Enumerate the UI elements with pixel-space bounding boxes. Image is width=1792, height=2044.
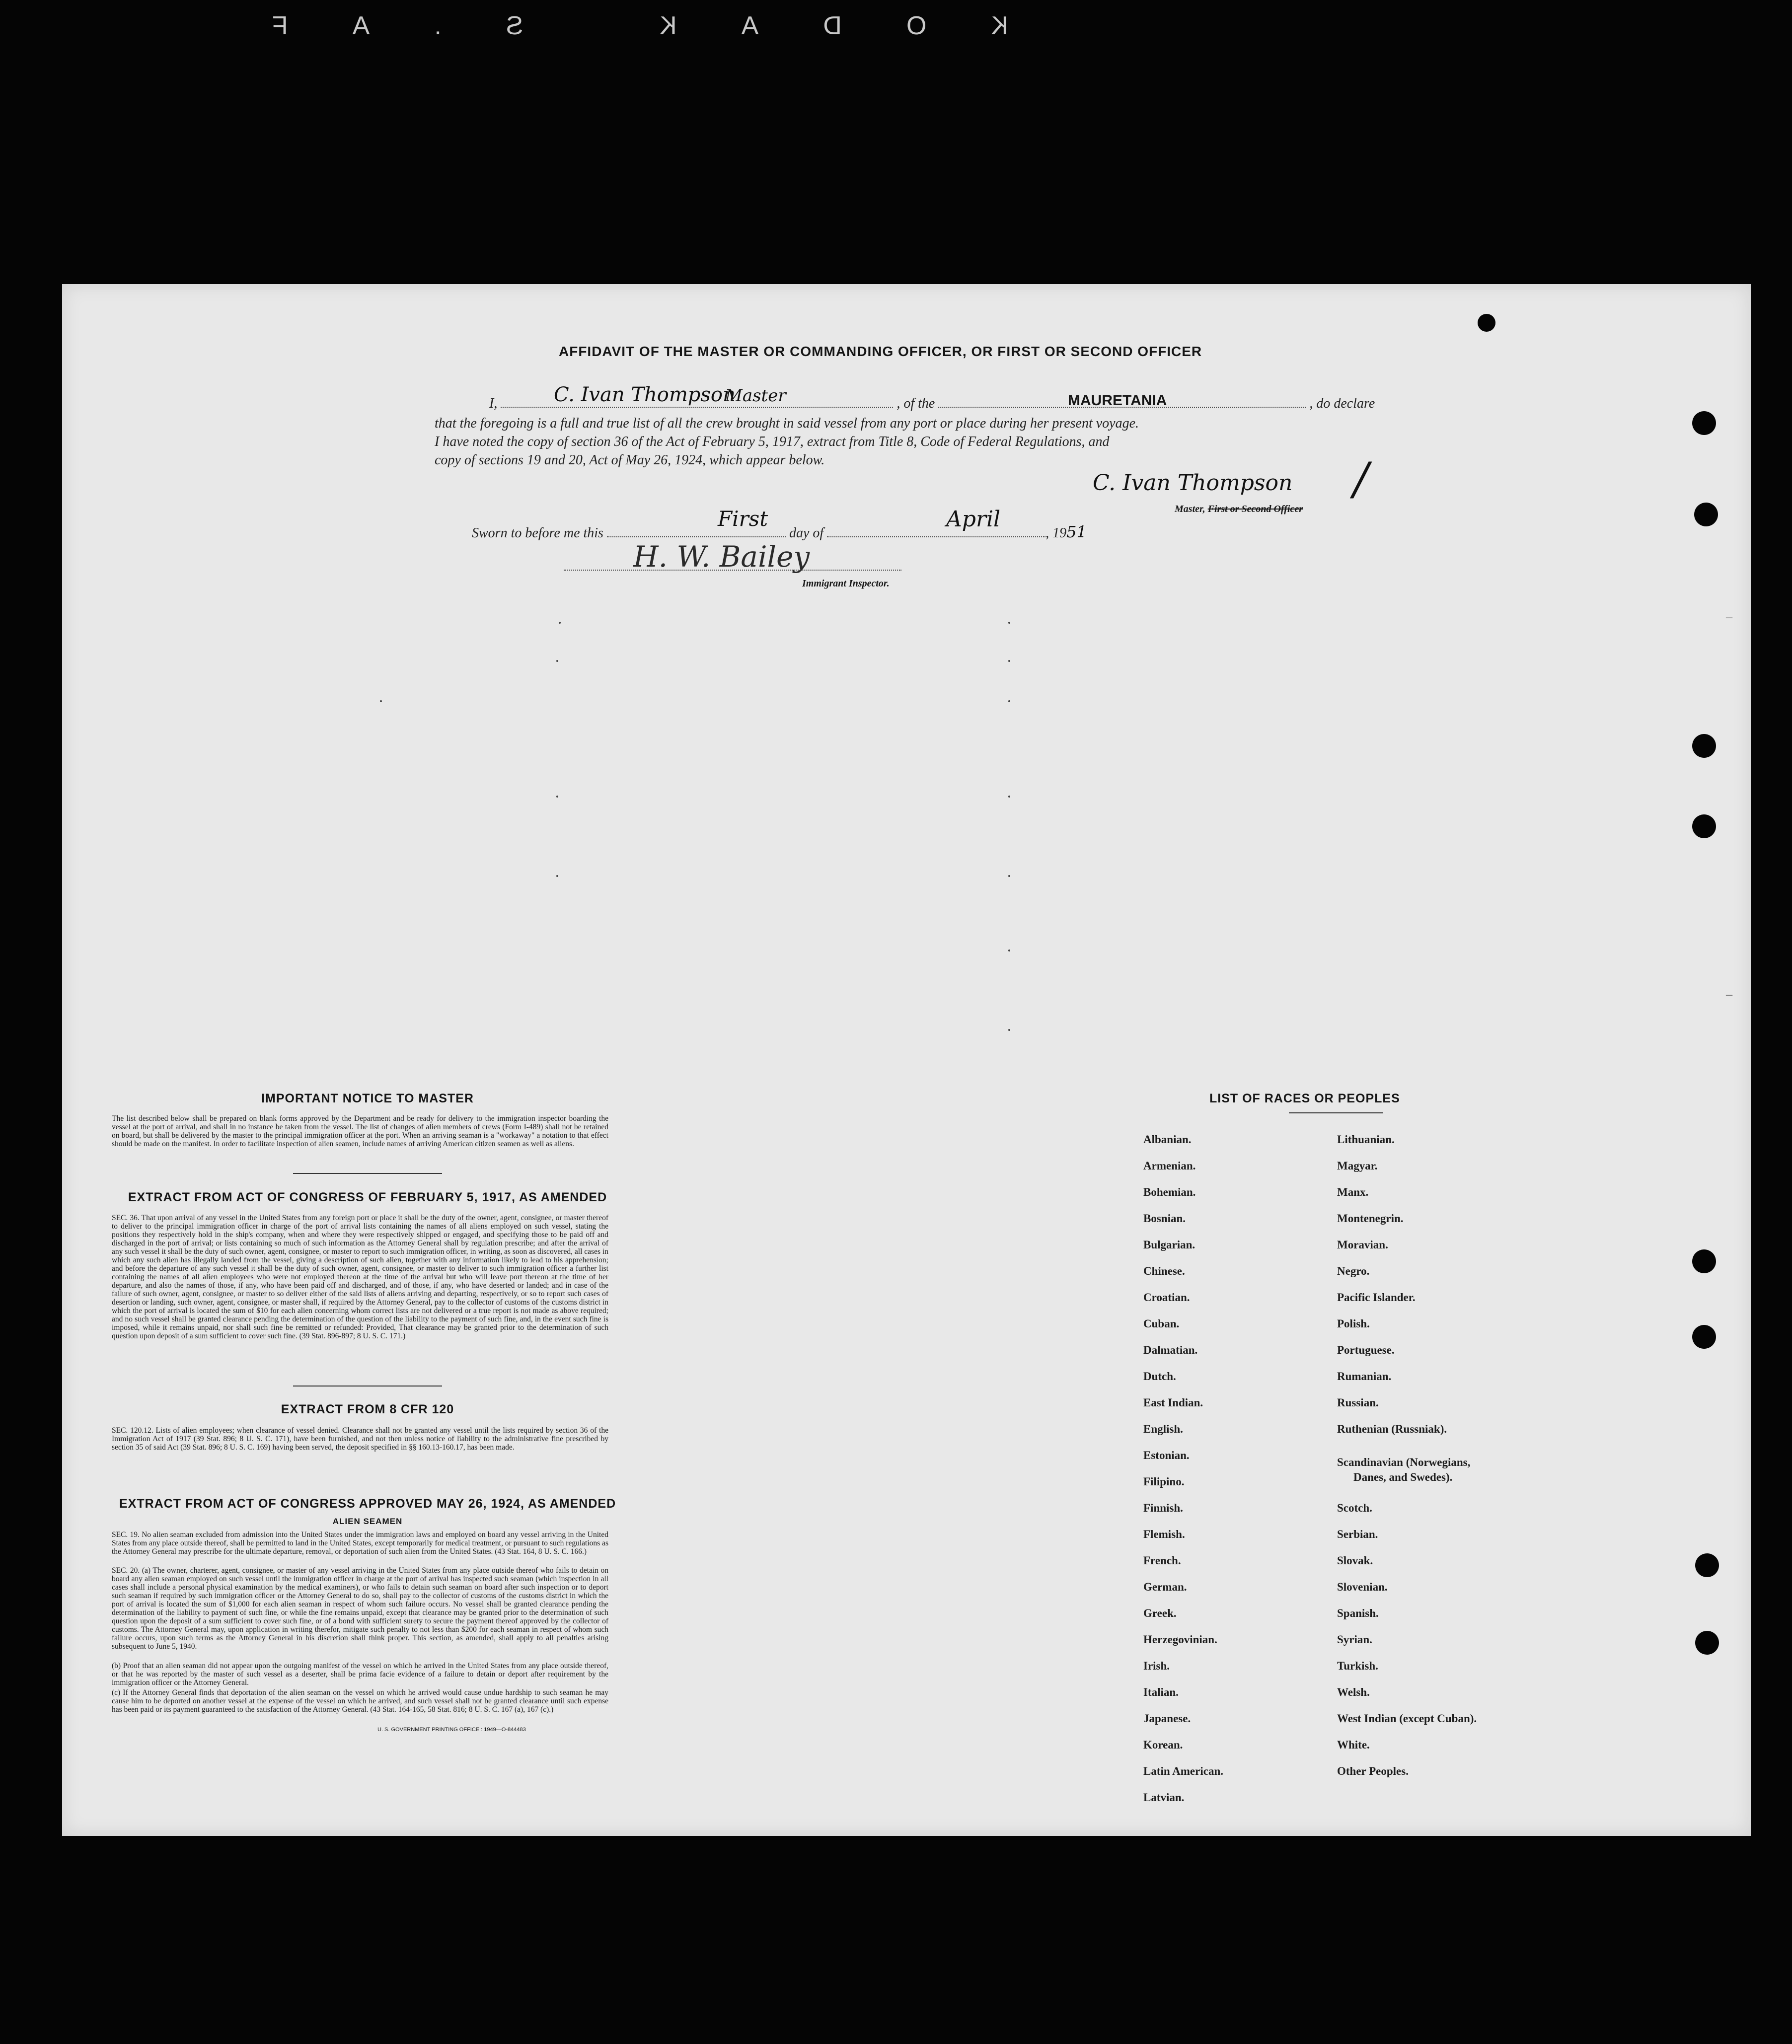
race-item: Turkish.	[1337, 1660, 1378, 1672]
vessel-name: MAURETANIA	[1068, 392, 1167, 409]
race-item: Scotch.	[1337, 1502, 1372, 1514]
divider-rule	[293, 1173, 442, 1174]
race-item: Italian.	[1143, 1686, 1179, 1698]
race-item: Moravian.	[1337, 1239, 1388, 1251]
affidavit-title: AFFIDAVIT OF THE MASTER OR COMMANDING OFFICER, OR FIRST OR SECOND OFFICER	[559, 344, 1202, 359]
punch-hole-3	[1694, 503, 1718, 526]
race-item: Filipino.	[1143, 1475, 1185, 1488]
race-item: Welsh.	[1337, 1686, 1370, 1698]
affidavit-line-2: that the foregoing is a full and true list of all the crew brought in said vessel from any port or place during her present voyage.	[435, 416, 1139, 431]
punch-hole-2	[1692, 411, 1716, 435]
sworn-prefix: Sworn to before me this	[472, 525, 603, 541]
race-item: West Indian (except Cuban).	[1337, 1712, 1477, 1725]
race-item: Pacific Islander.	[1337, 1291, 1416, 1304]
race-item: Bosnian.	[1143, 1212, 1186, 1225]
race-item: Latin American.	[1143, 1765, 1223, 1777]
race-item: East Indian.	[1143, 1396, 1203, 1409]
affidavit-line-4: copy of sections 19 and 20, Act of May 26, 1924, which appear below.	[435, 452, 825, 468]
extract-1924-sec20b: (b) Proof that an alien seaman did not appear upon the outgoing manifest of the vessel on which he arrived in the United States from any place outside thereof, or that he was reported by the master of such vessel as a deserter, shall be prima facie evidence of a failure to detain or deport after requirement by the immigration officer or the Attorney General.	[112, 1662, 608, 1687]
sworn-line: Sworn to before me this day of , 1951	[472, 522, 1087, 541]
race-item: Greek.	[1143, 1607, 1177, 1619]
race-item: Bulgarian.	[1143, 1239, 1195, 1251]
notice-body: The list described below shall be prepared on blank forms approved by the Department and be ready for delivery to the immigration inspector boarding the vessel at the port of arrival, and shall in no instance be taken from the vessel. The list of changes of alien members of crews (Form I-489) shall not be retained on board, but shall be delivered by the master to the principal immigration officer at the port. When an arriving seaman is a "workaway" a notation to that effect should be made on the manifest. In order to facilitate inspection of alien seamen, include names of arriving American citizen seamen as well as aliens.	[112, 1114, 608, 1148]
punch-hole-9	[1695, 1631, 1719, 1655]
bleed-dot	[1008, 1029, 1010, 1031]
race-item: Ruthenian (Russniak).	[1337, 1423, 1447, 1435]
race-item: Manx.	[1337, 1186, 1369, 1198]
race-item: French.	[1143, 1554, 1181, 1567]
race-item: Danes, and Swedes).	[1353, 1471, 1453, 1483]
race-item: Korean.	[1143, 1739, 1183, 1751]
race-item: Albanian.	[1143, 1133, 1192, 1146]
bleed-dot	[1008, 700, 1010, 702]
race-item: German.	[1143, 1581, 1187, 1593]
signature-checkmark: /	[1353, 453, 1369, 505]
bleed-through-mark: —	[1726, 612, 1733, 624]
day-of-text: day of	[789, 525, 824, 541]
extract-cfr-title: EXTRACT FROM 8 CFR 120	[281, 1402, 454, 1416]
bleed-dot	[1008, 796, 1010, 798]
extract-1924-sec19: SEC. 19. No alien seaman excluded from admission into the United States under the immigration laws and employed on board any vessel arriving in the United States from any place outside thereof, shall be permitted to land in the United States, except temporarily for medical treatment, or pursuant to such regulations as the Attorney General may prescribe for the ultimate departure, removal, or deportation of such alien from the United States. (43 Stat. 164, 8 U. S. C. 166.)	[112, 1531, 608, 1556]
struck-officer-caption: First or Second Officer	[1207, 504, 1303, 514]
punch-hole-4	[1692, 734, 1716, 758]
extract-1924-title: EXTRACT FROM ACT OF CONGRESS APPROVED MAY 26, 1924, AS AMENDED	[119, 1497, 616, 1511]
race-item: Slovak.	[1337, 1554, 1373, 1567]
punch-hole-1	[1478, 314, 1495, 332]
printer-line: U. S. GOVERNMENT PRINTING OFFICE : 1949—O-844483	[377, 1727, 526, 1733]
race-item: Japanese.	[1143, 1712, 1191, 1725]
sworn-month-handwritten: April	[946, 507, 1001, 532]
signer-rank-handwritten: Master	[725, 386, 786, 406]
sworn-day-handwritten: First	[718, 507, 768, 531]
punch-hole-7	[1692, 1325, 1716, 1349]
race-item: Negro.	[1337, 1265, 1370, 1277]
race-item: Russian.	[1337, 1396, 1379, 1409]
line1-prefix: I,	[489, 396, 498, 411]
race-item: Syrian.	[1337, 1633, 1372, 1646]
bleed-dot	[556, 660, 558, 662]
race-item: Latvian.	[1143, 1791, 1185, 1804]
of-the-text: , of the	[896, 396, 935, 411]
race-item: English.	[1143, 1423, 1183, 1435]
divider-rule	[293, 1386, 442, 1387]
manifest-sheet	[62, 284, 1751, 1836]
race-item: Herzegovinian.	[1143, 1633, 1217, 1646]
races-title: LIST OF RACES OR PEOPLES	[1209, 1092, 1400, 1105]
signer-name-handwritten: C. Ivan Thompson	[554, 383, 736, 406]
bleed-dot	[380, 700, 382, 702]
bleed-dot	[556, 875, 558, 877]
race-item: Finnish.	[1143, 1502, 1183, 1514]
race-item: Scandinavian (Norwegians,	[1337, 1456, 1471, 1468]
race-item: Polish.	[1337, 1317, 1370, 1330]
race-item: Chinese.	[1143, 1265, 1185, 1277]
punch-hole-5	[1692, 814, 1716, 838]
punch-hole-6	[1692, 1249, 1716, 1273]
race-item: Slovenian.	[1337, 1581, 1388, 1593]
alien-seamen-subtitle: ALIEN SEAMEN	[332, 1517, 403, 1526]
extract-1924-sec20c: (c) If the Attorney General finds that deportation of the alien seaman on the vessel on which he arrived would cause undue hardship to such seaman he may cause him to be deported on another vessel at the expense of the vessel on which he arrived, and such vessel shall not be granted clearance until such expense has been paid or its payment guaranteed to the satisfaction of the Attorney General. (43 Stat. 164-165, 58 Stat. 816; 8 U. S. C. 167 (a), 167 (c).)	[112, 1688, 608, 1714]
extract-1917-title: EXTRACT FROM ACT OF CONGRESS OF FEBRUARY 5, 1917, AS AMENDED	[128, 1190, 607, 1204]
master-signature: C. Ivan Thompson	[1093, 470, 1293, 496]
bleed-dot	[556, 796, 558, 798]
race-item: Serbian.	[1337, 1528, 1378, 1540]
extract-cfr-body: SEC. 120.12. Lists of alien employees; when clearance of vessel denied. Clearance shall not be granted any vessel until the lists required by section 36 of the Immigration Act of 1917 (39 Stat. 896; 8 U. S. C. 171), have been furnished, and not then unless notice of liability to the administrative fine prescribed by section 35 of said Act (39 Stat. 896; 8 U. S. C. 169) having been served, the deposit specified in §§ 160.13-160.17, has been made.	[112, 1426, 608, 1452]
bleed-dot	[1008, 949, 1010, 951]
race-item: Spanish.	[1337, 1607, 1379, 1619]
race-item: Croatian.	[1143, 1291, 1190, 1304]
inspector-signature: H. W. Bailey	[633, 540, 810, 574]
do-declare-text: , do declare	[1309, 396, 1375, 411]
race-item: Irish.	[1143, 1660, 1170, 1672]
race-item: Magyar.	[1337, 1160, 1378, 1172]
bleed-dot	[1008, 622, 1010, 624]
affidavit-line-3: I have noted the copy of section 36 of the Act of February 5, 1917, extract from Title 8, Code of Federal Regulations, and	[435, 434, 1110, 449]
race-item: Dutch.	[1143, 1370, 1176, 1383]
film-edge-label: KODAK S.AF	[207, 11, 1008, 40]
race-item: Lithuanian.	[1337, 1133, 1395, 1146]
notice-title: IMPORTANT NOTICE TO MASTER	[261, 1092, 474, 1105]
extract-1924-sec20a: SEC. 20. (a) The owner, charterer, agent, consignee, or master of any vessel arriving in the United States from any place outside thereof who fails to detain on board any alien seaman employed on such vessel until the immigration officer in charge at the port of arrival has inspected such seaman (which inspection in all cases shall include a personal physical examination by the medical examiners), or who fails to detain such seaman on board after such inspection or to deport such seaman if required by such immigration officer or the Attorney General to do so, shall pay to the collector of customs of the customs district in which the port of arrival is located the sum of $1,000 for each alien seaman in respect of whom such failure occurs. No vessel shall be granted clearance pending the determination of the liability to payment of such fine, or while the fine remains unpaid, except that clearance may be granted prior to the determination of such question upon the deposit of a sum sufficient to cover such fine, or of a bond with sufficient surety to secure the payment thereof approved by the collector of customs. The Attorney General may, upon application in writing therefor, mitigate such penalty to not less than $200 for each seaman in respect of whom such failure occurs, upon such terms as the Attorney General in his discretion shall think proper. This section, as amended, shall apply to all penalties arising subsequent to June 5, 1940.	[112, 1566, 608, 1651]
year-suffix-handwritten: 51	[1066, 522, 1087, 541]
bleed-dot	[559, 622, 561, 624]
race-item: Armenian.	[1143, 1160, 1196, 1172]
punch-hole-8	[1695, 1553, 1719, 1577]
race-item: Portuguese.	[1337, 1344, 1395, 1356]
race-item: Cuban.	[1143, 1317, 1180, 1330]
race-item: Bohemian.	[1143, 1186, 1196, 1198]
signature-caption: Master, First or Second Officer	[1175, 504, 1303, 514]
race-item: Dalmatian.	[1143, 1344, 1198, 1356]
race-item: Montenegrin.	[1337, 1212, 1404, 1225]
bleed-dot	[1008, 875, 1010, 877]
bleed-through-mark: —	[1726, 989, 1733, 1002]
race-item: Other Peoples.	[1337, 1765, 1409, 1777]
divider-rule	[1289, 1112, 1383, 1113]
inspector-caption: Immigrant Inspector.	[802, 578, 890, 589]
race-item: White.	[1337, 1739, 1370, 1751]
year-prefix: 19	[1052, 525, 1067, 541]
bleed-dot	[1008, 660, 1010, 662]
race-item: Estonian.	[1143, 1449, 1190, 1461]
race-item: Rumanian.	[1337, 1370, 1392, 1383]
extract-1917-body: SEC. 36. That upon arrival of any vessel in the United States from any foreign port or place it shall be the duty of the owner, agent, consignee, or master thereof to deliver to the principal immigration officer in charge of the port of arrival lists containing the names of all aliens employed on such vessel, stating the positions they respectively hold in the ship's company, when and where they were respectively shipped or engaged, and specifying those to be paid off and discharged in the port of arrival; or lists containing so much of such information as the Attorney General shall by regulation prescribe; and after the arrival of any such vessel it shall be the duty of such owner, agent, consignee, or master to report to such immigration officer, in writing, as soon as discovered, all cases in which any such alien has illegally landed from the vessel, giving a description of such alien, together with any information likely to lead to his apprehension; and before the departure of any such vessel it shall be the duty of such owner, agent, consignee, or master to deliver to such immigration officer a further list containing the names of all alien employees who were not employed thereon at the time of the arrival but who will leave port thereon at the time of her departure, and also the names of those, if any, who have been paid off and discharged, and of those, if any, who have deserted or landed; and in case of the failure of such owner, agent, consignee, or master to so deliver either of the said lists of aliens arriving and departing, respectively, or so to report such cases of desertion or landing, such owner, agent, consignee, or master shall, if required by the Attorney General, pay to the collector of customs of the customs district in which the port of arrival is located the sum of $10 for each alien concerning whom correct lists are not delivered or a true report is not made as above required; and no such vessel shall be granted clearance pending the determination of the question of the liability to the payment of such fine, and, in the event such fine is imposed, while it remains unpaid, nor shall such fine be remitted or refunded: Provided, That clearance may be granted prior to the determination of such question upon deposit of a sum sufficient to cover such fine. (39 Stat. 896-897; 8 U. S. C. 171.)	[112, 1214, 608, 1340]
race-item: Flemish.	[1143, 1528, 1185, 1540]
